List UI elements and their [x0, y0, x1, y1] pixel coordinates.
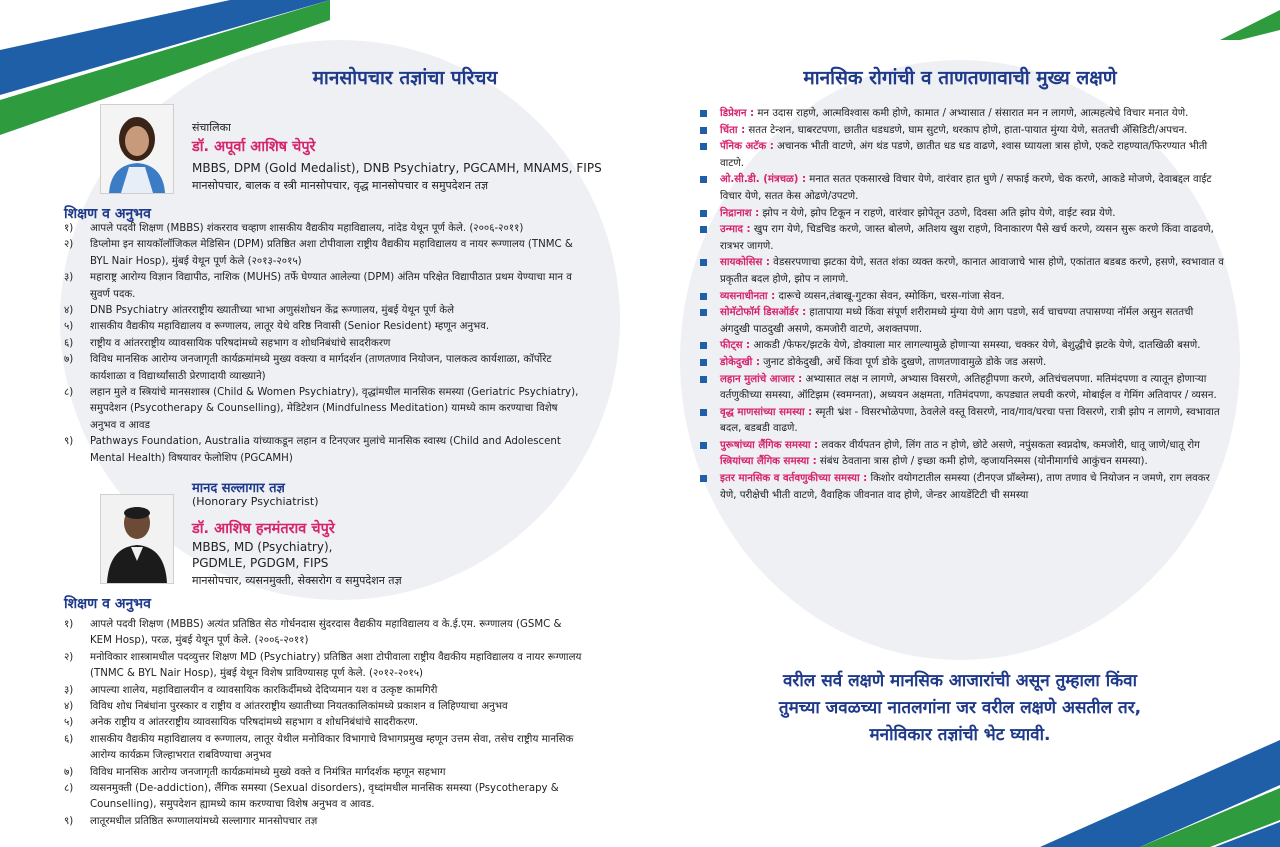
top-right-stripe: [1200, 0, 1280, 40]
doctor2-photo: [100, 494, 174, 584]
education-item: [64, 303, 584, 319]
symptom-label: पॅनिक अटॅक :: [720, 141, 774, 153]
education-item-text: राष्ट्रीय व आंतरराष्ट्रीय व्यावसायिक परिषदांमध्ये सहभाग व शोधनिबंधांचे सादरीकरण: [90, 337, 391, 349]
education-item-text: DNB Psychiatry आंतरराष्ट्रीय ख्यातीच्या भाभा अणुसंशोधन केंद्र रूग्णालय, मुंबई येथून पूर्ण केले: [90, 305, 454, 317]
education-item-number: ९): [64, 815, 74, 827]
education-item-text: विविध मानसिक आरोग्य जनजागृती कार्यक्रमांमध्ये मुख्य वक्त्या व मार्गदर्शन (ताणतणाव नियोजन, पालकत्व कार्यशाळा, कॉर्पोरेट कार्यशाळा व विद्यार्थ्यांसाठी प्रेरणादायी व्याख्याने): [90, 354, 552, 382]
symptom-text: अभ्यासात लक्ष न लागणे, अभ्यास विसरणे, अतिहट्टीपणा करणे, अतिचंचलपणा. मतिमंदपणा व त्यातून होणाऱ्या वर्तणुकीच्या समस्या, ऑटिझम (स्वमग्नता), अध्ययन अक्षमता, गतिमंदपणा, कपड्यात लघवी करणे, मोबाईल व गेमिंग अतिवापर / व्यसन.: [720, 373, 1217, 402]
square-bullet-icon: [700, 342, 707, 349]
symptom-text: मनात सतत एकसारखे विचार येणे, वारंवार हात धुणे / सफाई करणे, चेक करणे, आकडे मोजणे, देवाबद्दल वाईट विचार येणे, सतत केस ओढणे/उपटणे.: [720, 174, 1212, 202]
education-item: [64, 732, 584, 765]
education-item: [64, 434, 584, 467]
education-item-number: ७): [64, 354, 74, 366]
education-item-text: आपले पदवी शिक्षण (MBBS) अत्यंत प्रतिष्ठित सेठ गोर्धनदास सुंदरदास वैद्यकीय महाविद्यालय व के.ई.एम. रूग्णालय (GSMC & KEM Hosp), परळ, मुंबई येथून पूर्ण केले. (२००६-२०११): [90, 619, 562, 647]
education-item-number: ९): [64, 436, 74, 448]
education-item: [64, 336, 584, 352]
closing-line-2: तुमच्या जवळच्या नातलगांना जर वरील लक्षणे असतील तर,: [778, 698, 1142, 718]
square-bullet-icon: [700, 359, 707, 366]
closing-message: [720, 668, 1200, 749]
education-list-1: [64, 221, 584, 467]
symptom-label: व्यसनाधीनता :: [720, 290, 776, 302]
symptom-label: फीट्स :: [720, 340, 751, 352]
education-item: [64, 814, 584, 830]
doctor2-role-en: (Honorary Psychiatrist): [192, 495, 319, 508]
symptom-item: [700, 372, 1225, 405]
closing-line-1: वरील सर्व लक्षणे मानसिक आजारांची असून तुम्हाला किंवा: [782, 671, 1138, 691]
education-item: [64, 352, 584, 385]
education-item-number: १): [64, 223, 74, 234]
square-bullet-icon: [700, 176, 707, 183]
symptom-label: ओ.सी.डी. (मंत्रचळ) :: [720, 174, 807, 186]
doctor1-name: डॉ. अपूर्वा आशिष चेपुरे: [192, 139, 316, 155]
symptom-item: [700, 139, 1225, 172]
symptom-text: मन उदास राहणे, आत्मविश्वास कमी होणे, कामात / अभ्यासात / संसारात मन न लागणे, आत्महत्येचे विचार मनात येणे.: [754, 108, 1189, 119]
symptom-text: हातापाया मध्ये किंवा संपूर्ण शरीरामध्ये मुंग्या येणे आग पडणे, सर्व चाचण्या तपासण्या नॉर्मल असुन सततची अंगदुखी पाठदुखी असणे, कमजोरी वाटणे, अशक्तपणा.: [720, 307, 1194, 335]
symptoms-list: [700, 106, 1225, 504]
symptom-text: किशोर वयोगटातील समस्या (टीनएज प्रॉब्लेम्स), ताण तणाव चे नियोजन न जमणे, राग लवकर येणे, परीक्षेची भीती वाटणे, वैवाहिक जीवनात वाद होणे, जेन्डर आयडेंटिटी ची समस्या: [720, 473, 1210, 501]
symptom-label: चिंता :: [720, 124, 746, 136]
symptom-label: डिप्रेशन :: [720, 108, 755, 119]
education-item-text: अनेक राष्ट्रीय व आंतरराष्ट्रीय व्यावसायिक परिषदांमध्ये सहभाग व शोधनिबंधांचे सादरीकरण.: [90, 717, 419, 729]
education-item: [64, 715, 584, 731]
symptom-text: दारूचे व्यसन,तंबाखू-गुटका सेवन, स्मोकिंग, चरस-गांजा सेवन.: [775, 290, 1005, 302]
education-item-number: ४): [64, 701, 74, 713]
symptom-item: [700, 222, 1225, 255]
education-item-text: मनोविकार शास्त्रामधील पदव्युत्तर शिक्षण MD (Psychiatry) प्रतिष्ठित अशा टोपीवाला राष्ट्रीय वैद्यकीय महाविद्यालय व नायर रूग्णालय (TNMC & BYL Nair Hosp), मुंबई येथून विशेष प्राविण्यासह पूर्ण केले. (२०१२-२०१५): [90, 651, 582, 680]
education-item: [64, 699, 584, 715]
education-item-text: लहान मुले व स्त्रियांचे मानसशास्त्र (Child & Women Psychiatry), वृद्धांमधील मानसिक समस्या (Geriatric Psychiatry), समुपदेशन (Psycotherapy & Counselling), मेडिटेशन (Mindfulness Meditation) यामध्ये काम करण्याचा विशेष अनुभव व आवड: [90, 387, 579, 431]
symptom-label: उन्माद :: [720, 224, 751, 236]
section1-title: शिक्षण व अनुभव: [64, 206, 151, 222]
doctor2-degrees-1: MBBS, MD (Psychiatry),: [192, 540, 333, 554]
symptom-text: लवकर वीर्यपतन होणे, लिंग ताठ न होणे, छोटे असणे, नपुंसकता स्वप्नदोष, कमजोरी, धातू जाणे/धातू रोग: [818, 439, 1200, 451]
education-item: [64, 781, 584, 814]
symptom-item: [700, 206, 1225, 223]
education-item-number: ६): [64, 337, 74, 349]
square-bullet-icon: [700, 475, 707, 482]
education-item-number: २): [64, 239, 74, 251]
symptom-label: डोकेदुखी :: [720, 356, 760, 368]
symptom-item: [700, 471, 1225, 504]
doctor1-portrait-icon: [101, 105, 173, 193]
left-title: मानसोपचार तज्ञांचा परिचय: [312, 67, 498, 89]
education-item: [64, 650, 584, 683]
education-item-text: Pathways Foundation, Australia यांच्याकडून लहान व टिनएजर मुलांचे मानसिक स्वास्थ (Child and Adolescent Mental Health) विषयावर फेलोशिप (PGCAMH): [90, 436, 561, 464]
symptom-text: खुप राग येणे, चिडचिड करणे, जास्त बोलणे, अतिशय खुश राहणे, विनाकारण पैसे खर्च करणे, व्यसन सुरू करणे किंवा वाढवणे, रात्रभर जागणे.: [720, 224, 1214, 252]
symptom-item: [700, 338, 1225, 355]
education-item: [64, 221, 584, 237]
symptom-label: लहान मुलांचे आजार :: [720, 373, 803, 385]
closing-line-3: मनोविकार तज्ञांची भेट घ्यावी.: [869, 725, 1051, 745]
symptom-text: आकडी /फेफर/झटके येणे, डोक्याला मार लागल्यामुळे होणाऱ्या समस्या, चक्कर येणे, बेशुद्धीचे झटके येणे, दातखिळी बसणे.: [750, 340, 1201, 352]
education-item-number: ८): [64, 783, 74, 795]
square-bullet-icon: [700, 442, 707, 449]
symptom-text: अचानक भीती वाटणे, अंग थंड पडणे, छातीत धड धड वाढणे, श्वास घ्यायला त्रास होणे, एकटे राहण्यात/फिरण्यात भीती वाटणे.: [720, 141, 1208, 169]
symptom-text: वेडसरपणाचा झटका येणे, सतत शंका व्यक्त करणे, कानात आवाजाचे भास होणे, एकांतात बडबड करणे, हसणे, स्वभावात व प्रकृतीत बदल होणे, झोप न लागणे.: [720, 257, 1224, 285]
education-list-2: [64, 617, 584, 830]
square-bullet-icon: [700, 259, 707, 266]
education-item: [64, 683, 584, 699]
symptom-label: इतर मानसिक व वर्तवणुकीच्या समस्या :: [720, 473, 868, 485]
symptom-label: निद्रानाश :: [720, 207, 760, 219]
education-item-number: ३): [64, 684, 74, 696]
symptom-text: संबंध ठेवताना त्रास होणे / इच्छा कमी होणे, व्हजायनिस्मस (योनीमार्गाचे आकुंचन समस्या).: [816, 456, 1148, 468]
symptom-item: [700, 123, 1225, 140]
doctor2-role: मानद सल्लागार तज्ञ: [192, 481, 285, 496]
doctor1-role: संचालिका: [192, 121, 231, 134]
doctor1-degrees: MBBS, DPM (Gold Medalist), DNB Psychiatry, PGCAMH, MNAMS, FIPS: [192, 161, 602, 175]
education-item: [64, 765, 584, 781]
square-bullet-icon: [700, 210, 707, 217]
square-bullet-icon: [700, 309, 707, 316]
square-bullet-icon: [700, 143, 707, 150]
education-item-text: आपले पदवी शिक्षण (MBBS) शंकरराव चव्हाण शासकीय वैद्यकीय महाविद्यालय, नांदेड येथून पूर्ण केले. (२००६-२०११): [90, 223, 524, 234]
education-item-number: ६): [64, 733, 74, 745]
symptom-item: [700, 438, 1225, 455]
symptom-item: [700, 305, 1225, 338]
education-item-number: २): [64, 651, 74, 663]
square-bullet-icon: [700, 226, 707, 233]
symptom-label: सोमॅटोफॉर्म डिसऑर्डर :: [720, 307, 807, 319]
doctor2-portrait-icon: [101, 495, 173, 583]
doctor1-speciality: मानसोपचार, बालक व स्त्री मानसोपचार, वृद्ध मानसोपचार व समुपदेशन तज्ञ: [192, 179, 489, 192]
education-item: [64, 385, 584, 434]
symptom-item: [700, 355, 1225, 372]
symptom-text: सतत टेन्शन, घाबरटपणा, छातीत धडधडणे, घाम सुटणे, थरकाप होणे, हाता-पायात मुंग्या येणे, सततची ॲसिडिटी/अपचन.: [745, 124, 1188, 136]
education-item: [64, 270, 584, 303]
education-item-text: लातूरमधील प्रतिष्ठित रूग्णालयांमध्ये सल्लागार मानसोपचार तज्ञ: [90, 815, 318, 827]
symptom-item: [700, 172, 1225, 205]
square-bullet-icon: [700, 110, 707, 117]
education-item-number: ३): [64, 272, 74, 284]
symptom-label: सायकोसिस :: [720, 257, 770, 269]
education-item-text: शासकीय वैद्यकीय महाविद्यालय व रूग्णालय, लातूर येथे वरिष्ठ निवासी (Senior Resident) म्हणून अनुभव.: [90, 321, 490, 333]
doctor2-degrees-2: PGDMLE, PGDGM, FIPS: [192, 556, 329, 570]
education-item-number: ७): [64, 766, 74, 778]
symptom-label: वृद्ध माणसांच्या समस्या :: [720, 406, 813, 418]
education-item-number: ४): [64, 305, 74, 317]
symptom-item: [700, 106, 1225, 123]
education-item: [64, 617, 584, 650]
symptom-text: जुनाट डोकेदुखी, अर्धे किंवा पूर्ण डोके दुखणे, ताणतणावामुळे डोके जड असणे.: [759, 356, 1047, 368]
symptom-label: पुरूषांच्या लैंगिक समस्या :: [720, 439, 819, 451]
symptom-item: [700, 454, 1225, 471]
education-item-text: डिप्लोमा इन सायकॉलॉजिकल मेडिसिन (DPM) प्रतिष्ठित अशा टोपीवाला राष्ट्रीय वैद्यकीय महाविद्यालय व नायर रूग्णालय (TNMC & BYL Nair Hosp), मुंबई येथून पूर्ण केले (२०१३-२०१५): [90, 239, 573, 267]
education-item-text: व्यसनमुक्ती (De-addiction), लैंगिक समस्या (Sexual disorders), वृध्दांमधील मानसिक समस्या (Psycotherapy & Counselling), समुपदेशन ह्यामध्ये काम करण्याचा विशेष अनुभव व आवड.: [90, 783, 559, 811]
education-item-text: शासकीय वैद्यकीय महाविद्यालय व रूग्णालय, लातूर येथील मनोविकार विभागाचे विभागप्रमुख म्हणून उत्तम सेवा, तसेच राष्ट्रीय मानसिक आरोग्य कार्यक्रम जिल्हाभरात राबविण्याचा अनुभव: [90, 733, 574, 762]
education-item-number: ८): [64, 387, 74, 399]
right-title: मानसिक रोगांची व ताणतणावाची मुख्य लक्षणे: [803, 67, 1117, 89]
symptom-item: [700, 255, 1225, 288]
square-bullet-icon: [700, 127, 707, 134]
doctor1-photo: [100, 104, 174, 194]
education-item-text: आपल्या शालेय, महाविद्यालयीन व व्यावसायिक कारकिर्दीमध्ये देदिप्यमान यश व उत्कृष्ट कामगिरी: [90, 684, 438, 696]
symptom-item: [700, 405, 1225, 438]
square-bullet-icon: [700, 376, 707, 383]
section2-title: शिक्षण व अनुभव: [64, 596, 151, 612]
square-bullet-icon: [700, 409, 707, 416]
symptom-label: स्त्रियांच्या लैंगिक समस्या :: [720, 456, 817, 468]
symptom-text: झोप न येणे, झोप टिकून न राहणे, वारंवार झोपेतून उठणे, दिवसा अति झोप येणे, वाईट स्वप्न येणे.: [759, 207, 1116, 219]
education-item-text: विविध शोध निबंधांना पुरस्कार व राष्ट्रीय व आंतरराष्ट्रीय ख्यातीच्या नियतकालिकांमध्ये प्रकाशन व लिहिण्याचा अनुभव: [90, 701, 508, 713]
education-item-number: १): [64, 619, 74, 630]
symptom-text: स्मृती भ्रंश - विसरभोळेपणा, ठेवलेले वस्तू विसरणे, नाव/गाव/घरचा पत्ता विसरणे, रात्री झोप न लागणे, स्वभावात बदल, बडबडी वाढणे.: [720, 406, 1220, 435]
education-item: [64, 319, 584, 335]
education-item: [64, 237, 584, 270]
symptom-item: [700, 289, 1225, 306]
square-bullet-icon: [700, 293, 707, 300]
doctor2-name: डॉ. आशिष हनमंतराव चेपुरे: [192, 521, 335, 537]
education-item-text: महाराष्ट्र आरोग्य विज्ञान विद्यापीठ, नाशिक (MUHS) तर्फे घेण्यात आलेल्या (DPM) अंतिम परिक्षेत विद्यापीठात प्रथम येण्याचा मान व सुवर्ण पदक.: [90, 272, 572, 300]
education-item-number: ५): [64, 321, 74, 333]
doctor2-speciality: मानसोपचार, व्यसनमुक्ती, सेक्सरोग व समुपदेशन तज्ञ: [192, 574, 402, 587]
education-item-text: विविध मानसिक आरोग्य जनजागृती कार्यक्रमांमध्ये मुख्ये वक्ते व निमंत्रित मार्गदर्शक म्हणून सहभाग: [90, 766, 446, 778]
education-item-number: ५): [64, 717, 74, 729]
